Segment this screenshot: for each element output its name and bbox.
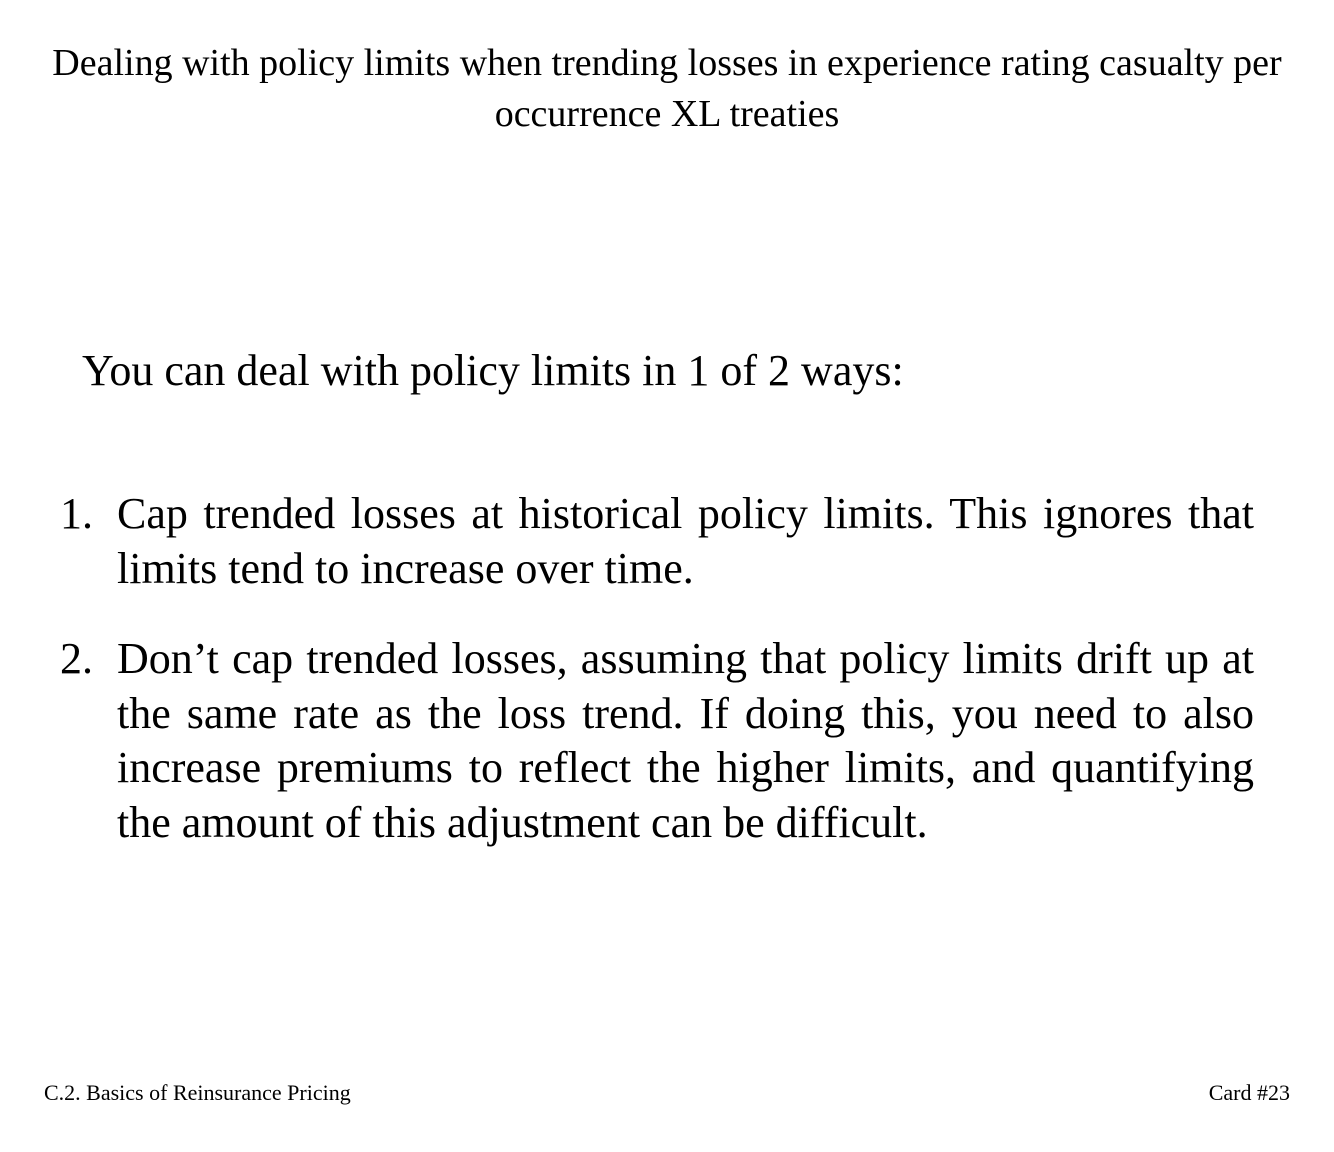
- footer-section-label: C.2. Basics of Reinsurance Pricing: [44, 1080, 351, 1105]
- intro-text: You can deal with policy limits in 1 of 2 ways:: [82, 346, 904, 395]
- list-item-number: 1.: [60, 489, 93, 538]
- list-item: [60, 487, 1254, 596]
- list-item-number: 2.: [60, 634, 93, 683]
- list-item-text: Don’t cap trended losses, assuming that policy limits drift up at the same rate as the loss trend. If doing this, you need to also increase premiums to reflect the higher limits, and quantifying the amount of this adjustment can be difficult.: [117, 634, 1254, 847]
- list-item: [60, 632, 1254, 850]
- card-title: Dealing with policy limits when trending losses in experience rating casualty per occurrence XL treaties: [52, 42, 1282, 135]
- footer-card-number: Card #23: [1208, 1080, 1290, 1105]
- ways-list: [60, 487, 1254, 886]
- list-item-text: Cap trended losses at historical policy limits. This ignores that limits tend to increase over time.: [117, 489, 1254, 593]
